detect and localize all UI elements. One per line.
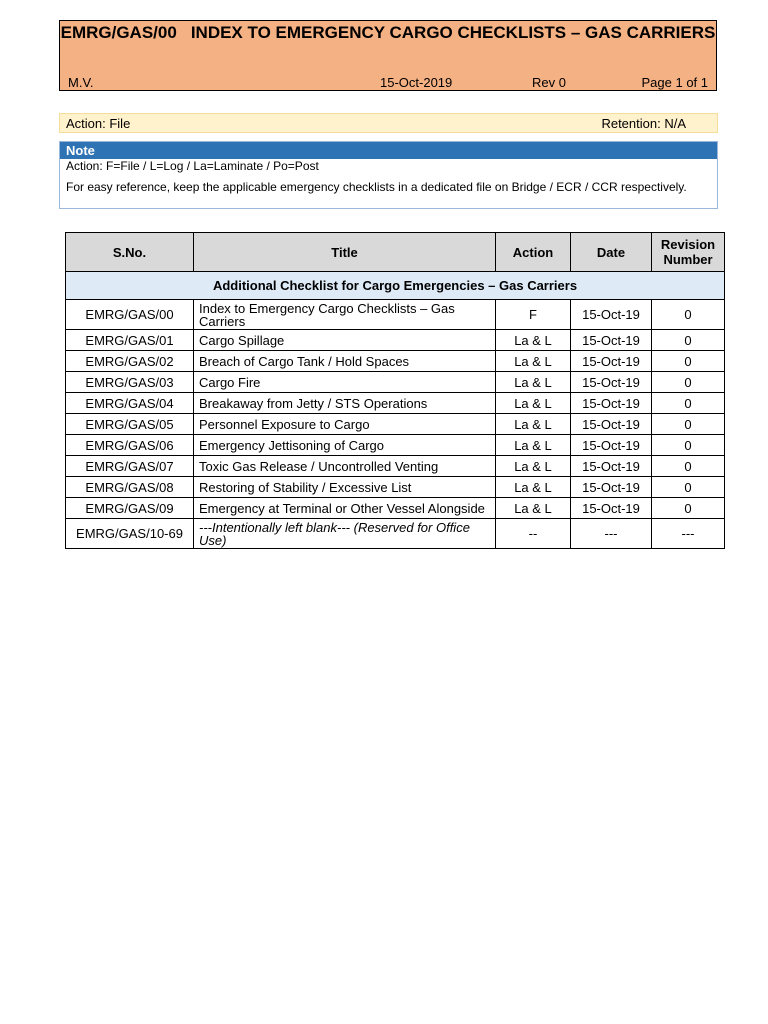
checklist-index-table xyxy=(65,232,725,549)
cell-sno: EMRG/GAS/04 xyxy=(66,393,194,414)
action-retention-bar xyxy=(59,113,718,133)
document-header xyxy=(59,20,717,91)
cell-action: F xyxy=(496,300,571,330)
cell-title: Breach of Cargo Tank / Hold Spaces xyxy=(194,351,496,372)
cell-sno: EMRG/GAS/02 xyxy=(66,351,194,372)
cell-sno: EMRG/GAS/09 xyxy=(66,498,194,519)
column-header-sno: S.No. xyxy=(66,233,194,272)
cell-sno: EMRG/GAS/10-69 xyxy=(66,519,194,549)
table-row xyxy=(66,393,725,414)
section-row xyxy=(66,272,725,300)
document-title xyxy=(60,23,716,43)
table-row xyxy=(66,435,725,456)
cell-revision: 0 xyxy=(652,477,725,498)
cell-revision: 0 xyxy=(652,372,725,393)
cell-title: Toxic Gas Release / Uncontrolled Venting xyxy=(194,456,496,477)
cell-date: 15-Oct-19 xyxy=(571,477,652,498)
cell-date: 15-Oct-19 xyxy=(571,372,652,393)
cell-title: Restoring of Stability / Excessive List xyxy=(194,477,496,498)
cell-sno: EMRG/GAS/08 xyxy=(66,477,194,498)
cell-action: La & L xyxy=(496,498,571,519)
cell-title: Emergency Jettisoning of Cargo xyxy=(194,435,496,456)
cell-title: Breakaway from Jetty / STS Operations xyxy=(194,393,496,414)
cell-action: La & L xyxy=(496,372,571,393)
cell-action: La & L xyxy=(496,414,571,435)
cell-title: Emergency at Terminal or Other Vessel Alongside xyxy=(194,498,496,519)
table-row xyxy=(66,519,725,549)
cell-revision: 0 xyxy=(652,300,725,330)
cell-sno: EMRG/GAS/05 xyxy=(66,414,194,435)
cell-date: 15-Oct-19 xyxy=(571,330,652,351)
cell-action: -- xyxy=(496,519,571,549)
document-title-text: INDEX TO EMERGENCY CARGO CHECKLISTS – GAS CARRIERS xyxy=(190,23,716,42)
cell-action: La & L xyxy=(496,393,571,414)
cell-title: Index to Emergency Cargo Checklists – Gas Carriers xyxy=(194,300,496,330)
column-header-title: Title xyxy=(194,233,496,272)
cell-sno: EMRG/GAS/00 xyxy=(66,300,194,330)
cell-action: La & L xyxy=(496,330,571,351)
cell-title: ---Intentionally left blank--- (Reserved for Office Use) xyxy=(194,519,496,549)
column-header-revision: Revision Number xyxy=(652,233,725,272)
cell-date: 15-Oct-19 xyxy=(571,414,652,435)
note-instruction: For easy reference, keep the applicable emergency checklists in a dedicated file on Bridge / ECR / CCR respectively. xyxy=(66,180,687,194)
vessel-name: M.V. xyxy=(68,75,94,90)
cell-date: 15-Oct-19 xyxy=(571,456,652,477)
cell-revision: --- xyxy=(652,519,725,549)
cell-sno: EMRG/GAS/06 xyxy=(66,435,194,456)
cell-title: Cargo Fire xyxy=(194,372,496,393)
table-row xyxy=(66,330,725,351)
cell-revision: 0 xyxy=(652,351,725,372)
cell-date: 15-Oct-19 xyxy=(571,300,652,330)
cell-date: 15-Oct-19 xyxy=(571,351,652,372)
table-row xyxy=(66,372,725,393)
table-row xyxy=(66,300,725,330)
table-row xyxy=(66,456,725,477)
cell-date: 15-Oct-19 xyxy=(571,393,652,414)
document-code: EMRG/GAS/00 xyxy=(60,23,177,42)
retention-label: Retention: N/A xyxy=(601,116,686,131)
table-row xyxy=(66,414,725,435)
cell-action: La & L xyxy=(496,477,571,498)
cell-title: Personnel Exposure to Cargo xyxy=(194,414,496,435)
cell-revision: 0 xyxy=(652,330,725,351)
revision-label: Rev 0 xyxy=(532,75,566,90)
cell-action: La & L xyxy=(496,351,571,372)
cell-action: La & L xyxy=(496,456,571,477)
cell-revision: 0 xyxy=(652,456,725,477)
note-action-legend: Action: F=File / L=Log / La=Laminate / Po=Post xyxy=(66,159,319,173)
column-header-date: Date xyxy=(571,233,652,272)
cell-revision: 0 xyxy=(652,414,725,435)
table-header-row xyxy=(66,233,725,272)
cell-revision: 0 xyxy=(652,393,725,414)
action-label: Action: File xyxy=(66,116,131,131)
table-row xyxy=(66,498,725,519)
cell-title: Cargo Spillage xyxy=(194,330,496,351)
section-title: Additional Checklist for Cargo Emergencies – Gas Carriers xyxy=(66,272,725,300)
table-row xyxy=(66,351,725,372)
cell-revision: 0 xyxy=(652,498,725,519)
page-number: Page 1 of 1 xyxy=(641,75,708,90)
note-heading: Note xyxy=(60,142,717,159)
cell-revision: 0 xyxy=(652,435,725,456)
cell-sno: EMRG/GAS/03 xyxy=(66,372,194,393)
cell-date: --- xyxy=(571,519,652,549)
column-header-action: Action xyxy=(496,233,571,272)
cell-date: 15-Oct-19 xyxy=(571,435,652,456)
issue-date: 15-Oct-2019 xyxy=(380,75,453,90)
cell-action: La & L xyxy=(496,435,571,456)
cell-sno: EMRG/GAS/07 xyxy=(66,456,194,477)
note-box xyxy=(59,141,718,209)
cell-sno: EMRG/GAS/01 xyxy=(66,330,194,351)
cell-date: 15-Oct-19 xyxy=(571,498,652,519)
table-row xyxy=(66,477,725,498)
